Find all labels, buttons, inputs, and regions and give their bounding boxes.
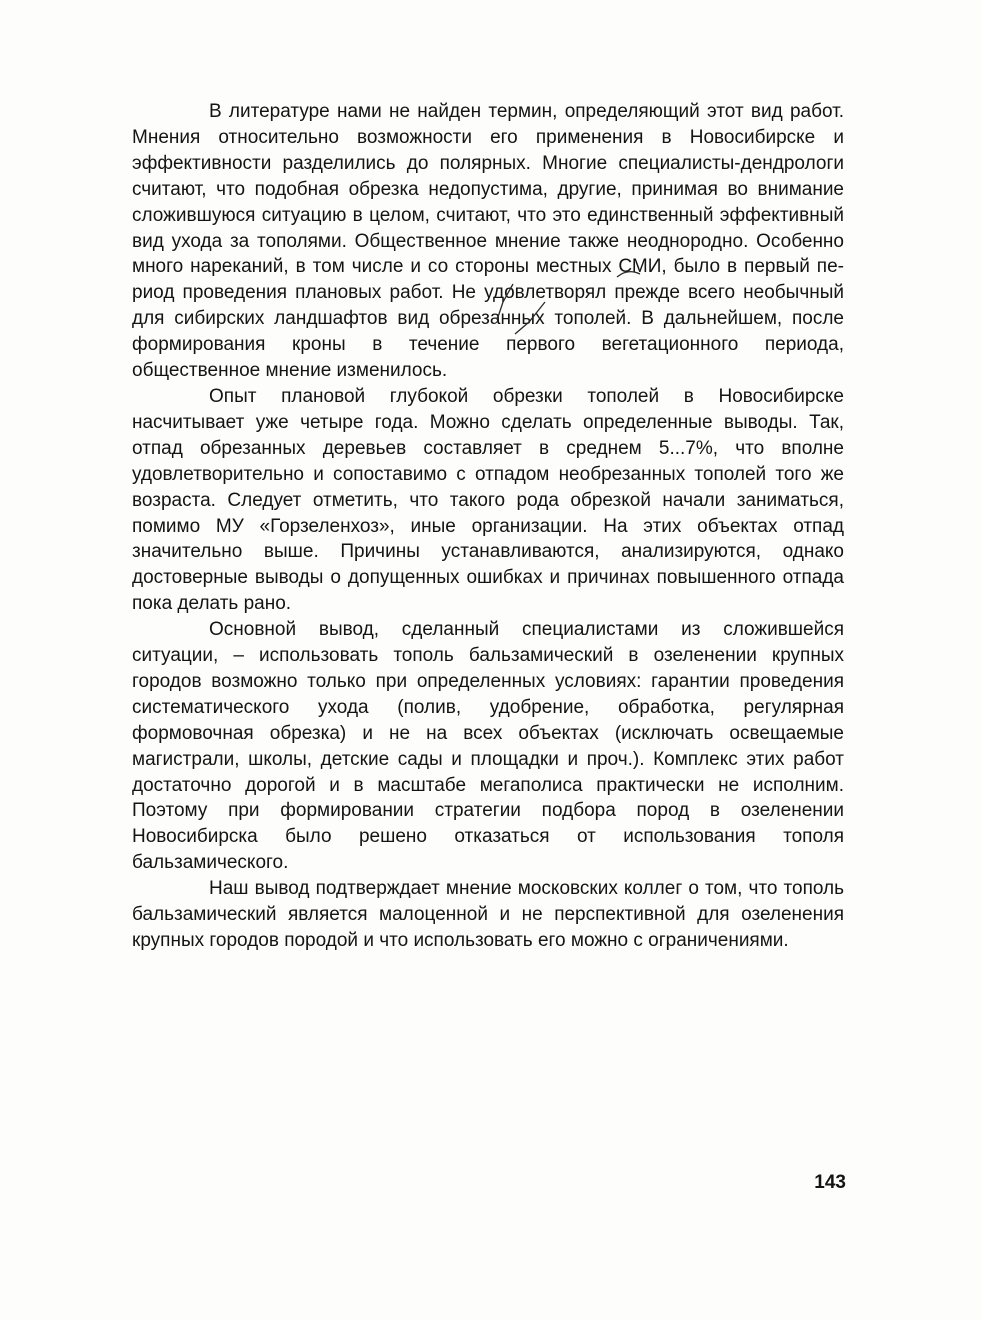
paragraph-3: Основной вывод, сделанный специалистами из сложившейся ситуации, – использовать тополь бальзамический в озеленении крупных городов возможно только при определенных условиях: гарантии проведения систематического ухода (полив, удобрение, обработка, регулярная формовочная обрезка) и не на всех объектах (исключать освещаемые магистрали, школы, детские сады и площадки и проч.). Комплекс этих работ достаточно дорогой и в масштабе мегаполиса практически не исполним. Поэтому при формировании стратегии подбора пород в озеленении Новосибирска было решено отказаться от использования тополя бальзамического. xyxy=(132,619,844,874)
paragraph-1: В литературе нами не найден термин, определяющий этот вид работ. Мнения относительно возможности его применения в Новосибирске и эффективности разделились до полярных. Многие специалисты-дендрологи считают, что подобная обрезка недопустима, другие, принимая во внимание сложившуюся ситуацию в целом, считают, что это единственный эффективный вид ухода за тополями. Общественное мнение также неоднородно. Особенно много нареканий, в том числе и со стороны местных СМИ, было в первый период проведения плановых работ. Не удовлетворял прежде всего необычный для сибирских ландшафтов вид обрезанных тополей. В дальнейшем, после формирования кроны в течение первого вегетационного периода, общественное мнение изменилось. xyxy=(132,101,844,382)
paragraph-2: Опыт плановой глубокой обрезки тополей в Новосибирске насчитывает уже четыре года. Можно сделать определенные выводы. Так, отпад обрезанных деревьев составляет в среднем 5...7%, что вполне удовлетворительно и сопоставимо с отпадом необрезанных тополей того же возраста. Следует отметить, что такого рода обрезкой начали заниматься, помимо МУ «Горзеленхоз», иные организации. На этих объектах отпад значительно выше. Причины устанавливаются, анализируются, однако достоверные выводы о допущенных ошибках и причинах повышенного отпада пока делать рано. xyxy=(132,385,844,615)
page-number: 143 xyxy=(814,1172,846,1193)
paragraph-4: Наш вывод подтверждает мнение московских коллег о том, что тополь бальзамический является малоценной и не перспективной для озеленения крупных городов породой и что использовать его можно с ограничениями. xyxy=(132,878,844,951)
body-text xyxy=(132,99,844,954)
